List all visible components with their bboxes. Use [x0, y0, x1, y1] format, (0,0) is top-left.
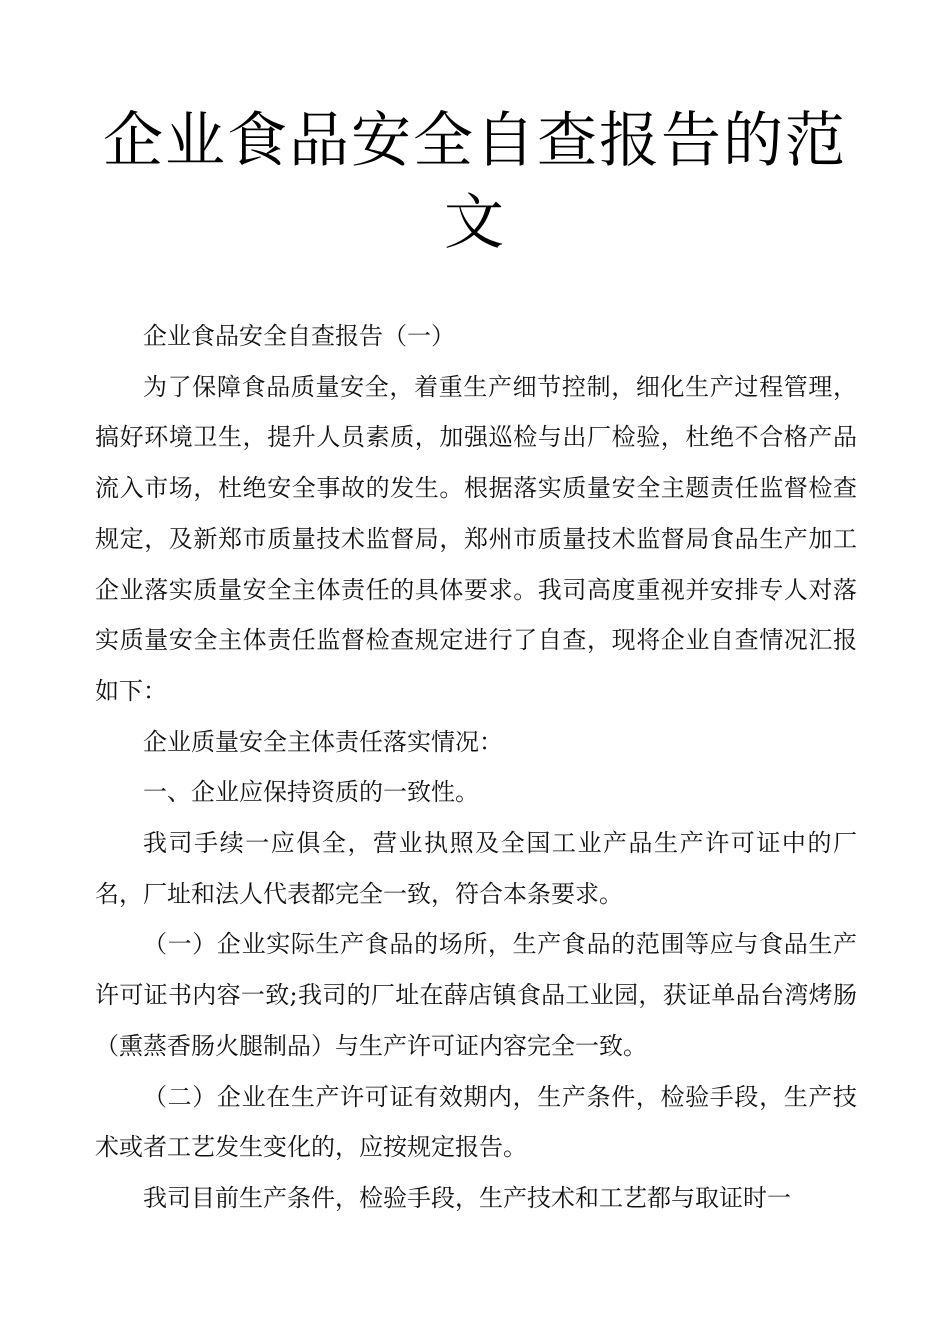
- section-heading: 企业食品安全自查报告（一）: [143, 322, 455, 350]
- body-paragraph: 为了保障食品质量安全，着重生产细节控制，细化生产过程管理，搞好环境卫生，提升人员素质，加强巡检与出厂检验，杜绝不合格产品流入市场，杜绝安全事故的发生。根据落实质量安全主题责任监督检查规定，及新郑市质量技术监督局，郑州市质量技术监督局食品生产加工企业落实质量安全主体责任的具体要求。我司高度重视并安排专人对落实质量安全主体责任监督检查规定进行了自查，现将企业自查情况汇报如下：: [95, 372, 857, 705]
- subheading-paragraph: 企业质量安全主体责任落实情况：: [143, 727, 503, 756]
- numbered-item: 一、企业应保持资质的一致性。: [143, 778, 479, 807]
- body-paragraph: 我司目前生产条件，检验手段，生产技术和工艺都与取证时一: [143, 1183, 791, 1212]
- document-title: 企业食品安全自查报告的范文: [103, 106, 847, 258]
- document-body: [95, 311, 857, 1224]
- numbered-subitem: （二）企业在生产许可证有效期内，生产条件，检验手段，生产技术或者工艺发生变化的，应按规定报告。: [95, 1082, 857, 1162]
- body-paragraph: 我司手续一应俱全，营业执照及全国工业产品生产许可证中的厂名，厂址和法人代表都完全一致，符合本条要求。: [95, 829, 857, 908]
- numbered-subitem: （一）企业实际生产食品的场所，生产食品的范围等应与食品生产许可证书内容一致;我司的厂址在薛店镇食品工业园，获证单品台湾烤肠（熏蒸香肠火腿制品）与生产许可证内容完全一致。: [95, 930, 857, 1060]
